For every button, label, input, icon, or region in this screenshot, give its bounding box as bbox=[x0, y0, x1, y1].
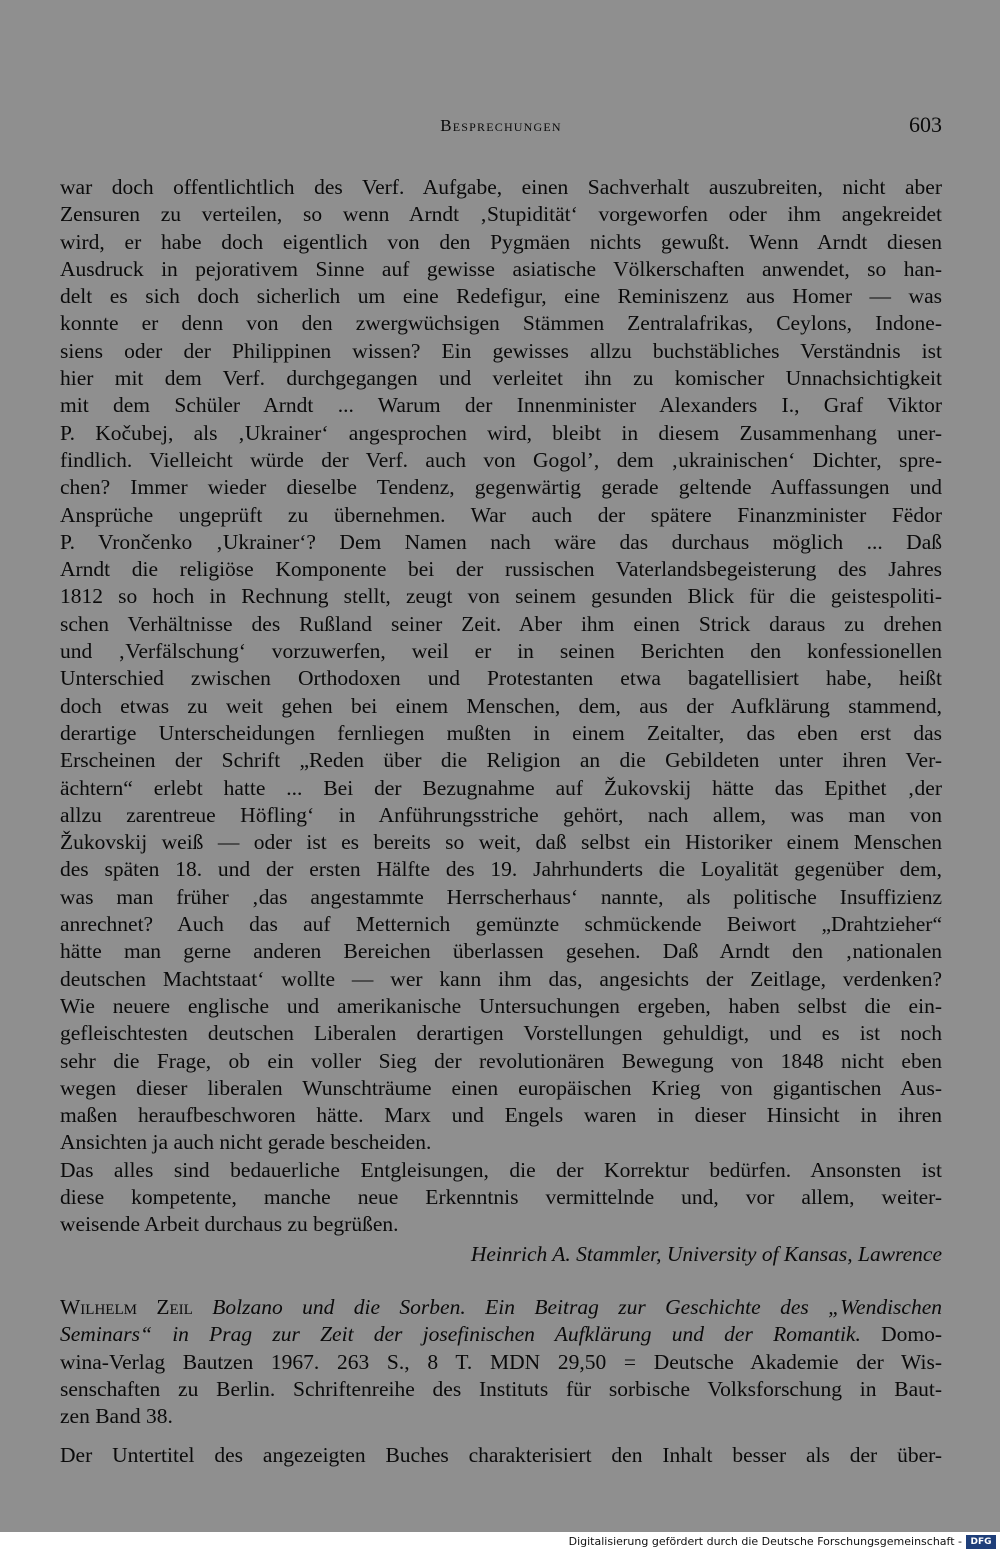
text-line: ächtern“ erlebt hatte ... Bei der Bezugnahme auf Žukovskij hätte das Epithet ‚der bbox=[60, 775, 942, 800]
text-line: Arndt die religiöse Komponente bei der russischen Vaterlandsbegeisterung des Jahres bbox=[60, 557, 942, 582]
publisher-text: Domo- bbox=[881, 1322, 942, 1347]
citation-line: senschaften zu Berlin. Schriftenreihe des Instituts für sorbische Volksforschung in Baut- bbox=[60, 1376, 942, 1401]
text-line: allzu zarentreue Höfling‘ in Anführungsstriche gehört, nach allem, was man von bbox=[60, 802, 942, 827]
text-line: anrechnet? Auch das auf Metternich gemünzte schmückende Beiwort „Drahtzieher“ bbox=[60, 912, 942, 937]
next-review-start bbox=[60, 1442, 942, 1469]
text-line: wird, er habe doch eigentlich von den Pygmäen nichts gewußt. Wenn Arndt diesen bbox=[60, 229, 942, 254]
text-line: 1812 so hoch in Rechnung stellt, zeugt von seinem gesunden Blick für die geistespoliti- bbox=[60, 584, 942, 609]
digitization-footer bbox=[0, 1532, 1000, 1554]
text-line: Ausdruck in pejorativem Sinne auf gewisse asiatische Völkerschaften anwendet, so han- bbox=[60, 256, 942, 281]
running-head: Besprechungen bbox=[440, 116, 562, 135]
text-line: Zensuren zu verteilen, so wenn Arndt ‚Stupidität‘ vorgeworfen oder ihm angekreidet bbox=[60, 202, 942, 227]
citation-line: zen Band 38. bbox=[60, 1404, 173, 1429]
text-line: hier mit dem Verf. durchgegangen und verleitet ihn zu komischer Unnachsichtigkeit bbox=[60, 366, 942, 391]
text-line: konnte er denn von den zwergwüchsigen Stämmen Zentralafrikas, Ceylons, Indone- bbox=[60, 311, 942, 336]
text-line: weisende Arbeit durchaus zu begrüßen. bbox=[60, 1212, 399, 1237]
citation-line bbox=[60, 1321, 942, 1348]
text-line: Der Untertitel des angezeigten Buches charakterisiert den Inhalt besser als der über- bbox=[60, 1443, 942, 1467]
book-citation bbox=[60, 1294, 942, 1430]
text-line: diese kompetente, manche neue Erkenntnis vermittelnde und, vor allem, weiter- bbox=[60, 1184, 942, 1209]
text-line: war doch offentlichtlich des Verf. Aufgabe, einen Sachverhalt auszubreiten, nicht aber bbox=[60, 175, 942, 199]
page-number: 603 bbox=[909, 112, 942, 137]
text-line: maßen heraufbeschworen hätte. Marx und Engels waren in dieser Hinsicht in ihren bbox=[60, 1103, 942, 1128]
text-line: deutschen Machtstaat‘ wollte — wer kann ihm das, angesichts der Zeitlage, verdenken? bbox=[60, 966, 942, 991]
text-line: Ansprüche ungeprüft zu übernehmen. War auch der spätere Finanzminister Fëdor bbox=[60, 502, 942, 527]
text-line: siens oder der Philippinen wissen? Ein gewisses allzu buchstäbliches Verständnis ist bbox=[60, 338, 942, 363]
text-line: doch etwas zu weit gehen bei einem Menschen, dem, aus der Aufklärung stammend, bbox=[60, 693, 942, 718]
book-author: Wilhelm Zeil bbox=[60, 1295, 193, 1319]
text-line: delt es sich doch sicherlich um eine Redefigur, eine Reminiszenz aus Homer — was bbox=[60, 284, 942, 309]
text-line: Unterschied zwischen Orthodoxen und Protestanten etwa bagatellisiert habe, heißt bbox=[60, 666, 942, 691]
citation-line: wina-Verlag Bautzen 1967. 263 S., 8 T. MDN 29,50 = Deutsche Akademie der Wis- bbox=[60, 1349, 942, 1374]
text-line: Wie neuere englische und amerikanische Untersuchungen ergeben, haben selbst die ein- bbox=[60, 993, 942, 1018]
text-line: Das alles sind bedauerliche Entgleisungen, die der Korrektur bedürfen. Ansonsten ist bbox=[60, 1157, 942, 1182]
text-line: sehr die Frage, ob ein voller Sieg der revolutionären Bewegung von 1848 nicht eben bbox=[60, 1048, 942, 1073]
text-line: gefleischtesten deutschen Liberalen derartigen Vorstellungen gehuldigt, und es ist noch bbox=[60, 1021, 942, 1046]
text-line: des späten 18. und der ersten Hälfte des 19. Jahrhunderts die Loyalität gegenüber dem, bbox=[60, 857, 942, 882]
text-line: mit dem Schüler Arndt ... Warum der Innenminister Alexanders I., Graf Viktor bbox=[60, 393, 942, 418]
footer-credit: Digitalisierung gefördert durch die Deutsche Forschungsgemeinschaft - bbox=[568, 1535, 962, 1548]
text-line: findlich. Vielleicht würde der Verf. auch von Gogol’, dem ‚ukrainischen‘ Dichter, spre- bbox=[60, 447, 942, 472]
book-title: Bolzano und die Sorben. Ein Beitrag zur Geschichte des „Wendischen bbox=[212, 1295, 942, 1319]
text-line: was man früher ‚das angestammte Herrscherhaus‘ nannte, als politische Insuffizienz bbox=[60, 884, 942, 909]
text-line: hätte man gerne anderen Bereichen überlassen gesehen. Daß Arndt den ‚nationalen bbox=[60, 939, 942, 964]
page-header bbox=[60, 112, 942, 146]
text-line: Žukovskij weiß — oder ist es bereits so weit, daß selbst ein Historiker einem Menschen bbox=[60, 830, 942, 855]
text-line: chen? Immer wieder dieselbe Tendenz, gegenwärtig gerade geltende Auffassungen und bbox=[60, 475, 942, 500]
text-line: schen Verhältnisse des Rußland seiner Zeit. Aber ihm einen Strick daraus zu drehen bbox=[60, 611, 942, 636]
text-line: und ‚Verfälschung‘ vorzuwerfen, weil er in seinen Berichten den konfessionellen bbox=[60, 639, 942, 664]
text-line: Ansichten ja auch nicht gerade bescheiden. bbox=[60, 1130, 432, 1155]
citation-line bbox=[60, 1294, 942, 1321]
text-line: P. Vrončenko ‚Ukrainer‘? Dem Namen nach wäre das durchaus möglich ... Daß bbox=[60, 529, 942, 554]
reviewer-signature: Heinrich A. Stammler, University of Kansas, Lawrence bbox=[470, 1241, 942, 1266]
text-line: wegen dieser liberalen Wunschträume einen europäischen Krieg von gigantischen Aus- bbox=[60, 1075, 942, 1100]
dfg-logo: DFG bbox=[966, 1535, 996, 1549]
text-line: derartige Unterscheidungen fernliegen mußten in einem Zeitalter, das eben erst das bbox=[60, 720, 942, 745]
text-line: P. Kočubej, als ‚Ukrainer‘ angesprochen wird, bleibt in diesem Zusammenhang uner- bbox=[60, 420, 942, 445]
book-title: Seminars“ in Prag zur Zeit der josefinischen Aufklärung und der Romantik. bbox=[60, 1322, 861, 1347]
text-line: Erscheinen der Schrift „Reden über die Religion an die Gebildeten unter ihren Ver- bbox=[60, 748, 942, 773]
review-body bbox=[60, 174, 942, 1269]
